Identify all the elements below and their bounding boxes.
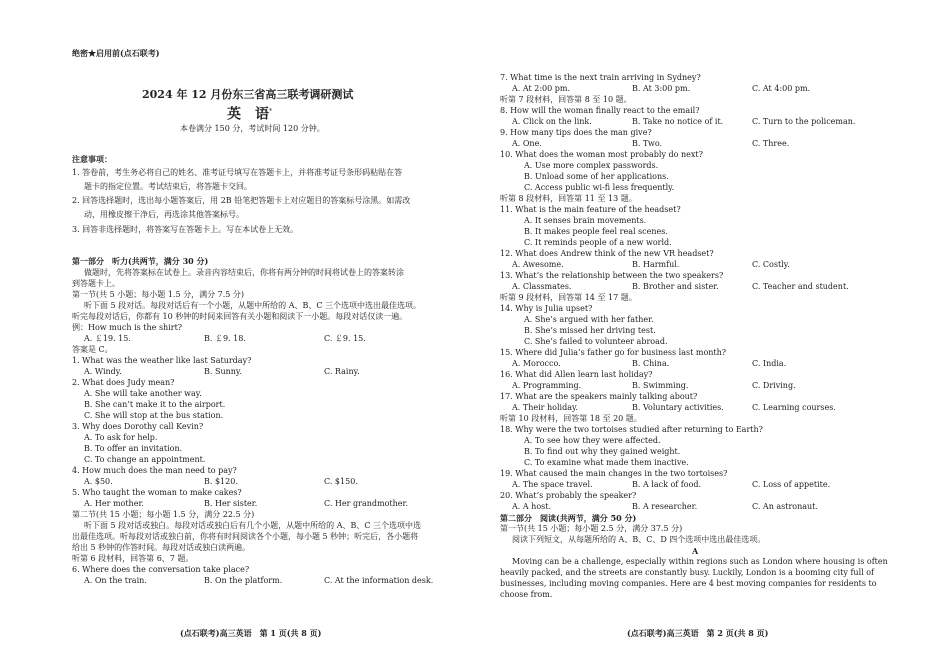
question-6-options — [72, 576, 467, 586]
question-20: 20. What’s probably the speaker? — [500, 491, 637, 500]
option-a: A. Windy. — [84, 367, 122, 376]
question-9-options — [500, 139, 895, 149]
passage-line-4: choose from. — [500, 590, 553, 599]
example-question: 例：How much is the shirt? — [72, 323, 183, 332]
option-c: C. Access public wi-fi less frequently. — [524, 183, 675, 192]
listen-9: 听第 9 段材料，回答第 14 至 17 题。 — [500, 293, 637, 302]
question-5: 5. Who taught the woman to make cakes? — [72, 488, 242, 497]
note-1b: 题卡的指定位置。考试结束后，将答题卡交回。 — [84, 182, 252, 191]
option-c: C. It reminds people of a new world. — [524, 238, 672, 247]
question-2: 2. What does Judy mean? — [72, 378, 175, 387]
option-b: B. She can’t make it to the airport. — [84, 400, 226, 409]
part2-heading: 第二部分 阅读(共两节，满分 50 分) — [500, 513, 637, 523]
option-a: A. Click on the link. — [512, 117, 592, 126]
option-a: A. She will take another way. — [84, 389, 202, 398]
option-b: B. Brother and sister. — [632, 282, 719, 291]
question-7: 7. What time is the next train arriving in Sydney? — [500, 73, 701, 82]
option-a: A. ￡19. 15. — [84, 334, 131, 343]
listen-8: 听第 8 段材料，回答第 11 至 13 题。 — [500, 194, 637, 203]
example-options — [72, 334, 467, 344]
option-c: C. Turn to the policeman. — [752, 117, 856, 126]
option-a: A. It senses brain movements. — [524, 216, 647, 225]
option-a: A. To ask for help. — [84, 433, 158, 442]
option-c: C. To change an appointment. — [84, 455, 206, 464]
example-answer: 答案是 C。 — [72, 345, 113, 354]
option-a: A. The space travel. — [512, 480, 593, 489]
option-a: A. Classmates. — [512, 282, 572, 291]
option-b: B. Her sister. — [204, 499, 258, 508]
option-a: A. Programming. — [512, 381, 582, 390]
option-c: C. An astronaut. — [752, 502, 818, 511]
sec1-heading: 第一节(共 5 小题；每小题 1.5 分，满分 7.5 分) — [72, 290, 245, 299]
question-3: 3. Why does Dorothy call Kevin? — [72, 422, 204, 431]
option-c: C. To examine what made them inactive. — [524, 458, 689, 467]
option-b: B. She’s missed her driving test. — [524, 326, 656, 335]
question-5-options — [72, 499, 467, 509]
page-footer: (点石联考)高三英语 第 1 页(共 8 页) — [180, 628, 322, 638]
option-a: A. Her mother. — [84, 499, 144, 508]
option-c: C. Her grandmother. — [324, 499, 408, 508]
question-20-options — [500, 502, 895, 512]
passage-line-2: heavily packed, and the streets are constantly busy. Luckily, London is a booming city full of — [500, 568, 875, 577]
option-a: A. At 2:00 pm. — [512, 84, 571, 93]
score-info: 本卷满分 150 分，考试时间 120 分钟。 — [180, 124, 325, 133]
question-4-options — [72, 477, 467, 487]
option-b: B. To find out why they gained weight. — [524, 447, 681, 456]
option-b: B. China. — [632, 359, 670, 368]
option-b: B. Harmful. — [632, 260, 680, 269]
question-16-options — [500, 381, 895, 391]
question-12: 12. What does Andrew think of the new VR headset? — [500, 249, 714, 258]
option-c: C. ￡9. 15. — [324, 334, 366, 343]
option-b: B. It makes people feel real scenes. — [524, 227, 668, 236]
option-b: B. To offer an invitation. — [84, 444, 183, 453]
option-c: C. Rainy. — [324, 367, 360, 376]
option-b: B. A lack of food. — [632, 480, 702, 489]
question-19-options — [500, 480, 895, 490]
option-a: A. Morocco. — [512, 359, 561, 368]
question-19: 19. What caused the main changes in the two tortoises? — [500, 469, 728, 478]
notes-heading: 注意事项： — [72, 154, 112, 164]
listen-10: 听第 10 段材料，回答第 18 至 20 题。 — [500, 414, 642, 423]
question-13-options — [500, 282, 895, 292]
option-a: A. To see how they were affected. — [524, 436, 661, 445]
option-b: B. Two. — [632, 139, 663, 148]
sec2-intro-a: 听下面 5 段对话或独白。每段对话或独白后有几个小题，从题中所给的 A、B、C 三个选项中选 — [84, 521, 422, 530]
option-b: B. Swimming. — [632, 381, 689, 390]
option-c: C. She’s failed to volunteer abroad. — [524, 337, 668, 346]
option-a: A. On the train. — [84, 576, 147, 585]
question-17-options — [500, 403, 895, 413]
option-a: A. $50. — [84, 477, 113, 486]
sec1-intro-b: 听完每段对话后，你都有 10 秒钟的时间来回答有关小题和阅读下一小题。每段对话仅读一遍。 — [72, 312, 408, 321]
option-b: B. At 3:00 pm. — [632, 84, 691, 93]
option-b: B. Unload some of her applications. — [524, 172, 669, 181]
listen-7: 听第 7 段材料，回答第 8 至 10 题。 — [500, 95, 632, 104]
option-c: C. Teacher and student. — [752, 282, 849, 291]
question-8: 8. How will the woman finally react to the email? — [500, 106, 700, 115]
option-b: B. $120. — [204, 477, 238, 486]
passage-line-1: Moving can be a challenge, especially within regions such as London where housing is often — [512, 557, 888, 566]
question-17: 17. What are the speakers mainly talking about? — [500, 392, 698, 401]
option-c: C. $150. — [324, 477, 358, 486]
option-b: B. A researcher. — [632, 502, 698, 511]
option-a: A. Use more complex passwords. — [524, 161, 659, 170]
question-9: 9. How many tips does the man give? — [500, 128, 652, 137]
option-c: C. Costly. — [752, 260, 790, 269]
question-14: 14. Why is Julia upset? — [500, 304, 593, 313]
question-10: 10. What does the woman most probably do next? — [500, 150, 703, 159]
question-16: 16. What did Allen learn last holiday? — [500, 370, 653, 379]
sec2-heading: 第二节(共 15 小题；每小题 1.5 分，满分 22.5 分) — [72, 510, 255, 519]
sec2-intro-b: 出最佳选项。听每段对话或独白前，你将有时间阅读各个小题，每小题 5 秒钟；听完后，各小题将 — [72, 532, 419, 541]
option-b: B. Take no notice of it. — [632, 117, 724, 126]
option-b: B. On the platform. — [204, 576, 283, 585]
option-c: C. She will stop at the bus station. — [84, 411, 224, 420]
option-c: C. Three. — [752, 139, 790, 148]
question-11: 11. What is the main feature of the headset? — [500, 205, 681, 214]
page-footer: (点石联考)高三英语 第 2 页(共 8 页) — [627, 628, 769, 638]
part1-heading: 第一部分 听力(共两节，满分 30 分) — [72, 256, 209, 266]
option-b: B. ￡9. 18. — [204, 334, 246, 343]
question-13: 13. What’s the relationship between the two speakers? — [500, 271, 724, 280]
question-15-options — [500, 359, 895, 369]
passage-line-3: businesses, including moving companies. Here are 4 best moving companies for residents to — [500, 579, 877, 588]
option-c: C. India. — [752, 359, 787, 368]
option-b: B. Voluntary activities. — [632, 403, 724, 412]
question-4: 4. How much does the man need to pay? — [72, 466, 237, 475]
note-2b: 动，用橡皮擦干净后，再选涂其他答案标号。 — [84, 210, 244, 219]
subject-title: 英 语* — [227, 106, 272, 123]
note-3: 3. 回答非选择题时，将答案写在答题卡上。写在本试卷上无效。 — [72, 225, 299, 234]
question-8-options — [500, 117, 895, 127]
question-6: 6. Where does the conversation take place? — [72, 565, 250, 574]
passage-letter: A — [692, 546, 699, 556]
question-7-options — [500, 84, 895, 94]
secret-label: 绝密★启用前(点石联考) — [72, 48, 160, 58]
question-15: 15. Where did Julia’s father go for business last month? — [500, 348, 727, 357]
note-2a: 2. 回答选择题时，选出每小题答案后，用 2B 铅笔把答题卡上对应题目的答案标号涂黑。如需改 — [72, 196, 411, 205]
part2-intro: 阅读下列短文，从每题所给的 A、B、C、D 四个选项中选出最佳选项。 — [512, 535, 766, 544]
question-12-options — [500, 260, 895, 270]
question-18: 18. Why were the two tortoises studied after returning to Earth? — [500, 425, 763, 434]
note-1a: 1. 答卷前，考生务必将自己的姓名、准考证号填写在答题卡上，并将准考证号条形码粘贴在答 — [72, 168, 403, 177]
option-c: C. Loss of appetite. — [752, 480, 831, 489]
option-a: A. One. — [512, 139, 542, 148]
option-a: A. She’s argued with her father. — [524, 315, 654, 324]
sec2-intro-c: 给出 5 秒钟的作答时间。每段对话或独白读两遍。 — [72, 543, 251, 552]
option-c: C. Learning courses. — [752, 403, 836, 412]
question-1-options — [72, 367, 467, 377]
option-c: C. At the information desk. — [324, 576, 434, 585]
option-b: B. Sunny. — [204, 367, 242, 376]
part1-intro-b: 到答题卡上。 — [72, 279, 120, 288]
part1-intro-a: 做题时，先将答案标在试卷上。录音内容结束后，你将有两分钟的时间将试卷上的答案转涂 — [84, 268, 404, 277]
exam-title: 2024 年 12 月份东三省高三联考调研测试 — [142, 88, 354, 101]
question-1: 1. What was the weather like last Saturday? — [72, 356, 252, 365]
listen-6: 听第 6 段材料，回答第 6、7 题。 — [72, 554, 194, 563]
option-c: C. Driving. — [752, 381, 796, 390]
option-a: A. A host. — [512, 502, 552, 511]
option-a: A. Their holiday. — [512, 403, 578, 412]
part2-section1: 第一节(共 15 小题；每小题 2.5 分，满分 37.5 分) — [500, 524, 683, 533]
option-a: A. Awesome. — [512, 260, 564, 269]
sec1-intro-a: 听下面 5 段对话。每段对话后有一个小题，从题中所给的 A、B、C 三个选项中选出最佳选项。 — [84, 301, 422, 310]
option-c: C. At 4:00 pm. — [752, 84, 811, 93]
